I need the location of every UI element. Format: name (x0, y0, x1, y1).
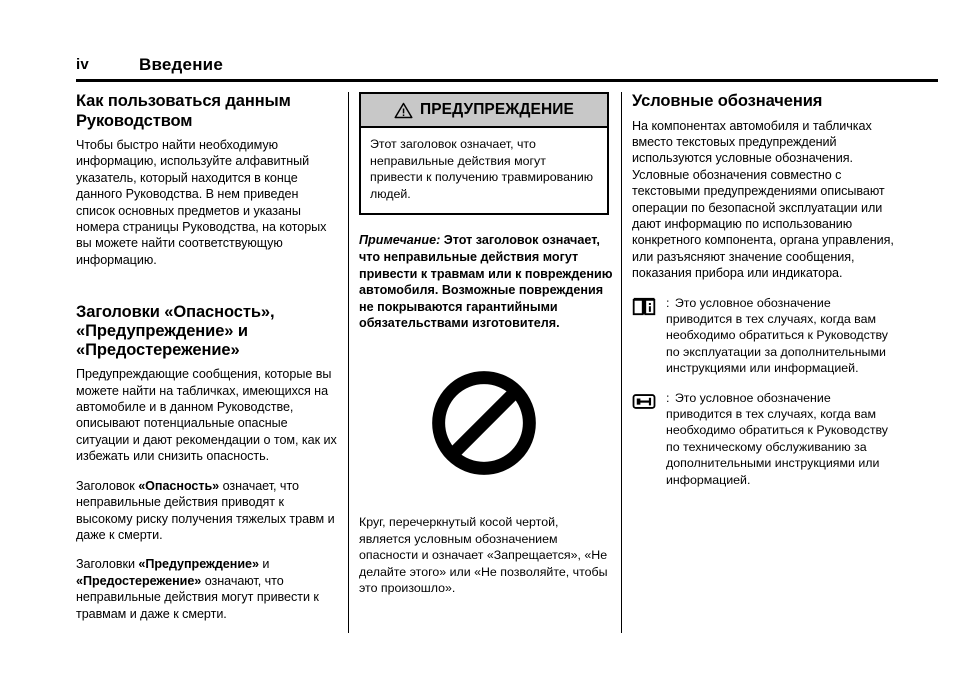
danger-text-post: означает, что неправильные действия приводят к высокому риску получения тяжелых травм и даже к смерти. (76, 478, 335, 542)
symbol-entry-service-manual-text (666, 390, 894, 488)
warning-callout-header (361, 94, 607, 128)
open-book-info-icon (632, 297, 656, 316)
middle-column (359, 92, 613, 597)
symbol-colon: : (666, 390, 670, 405)
section-spacer (76, 281, 338, 303)
warning-callout-body (361, 128, 607, 213)
warning-callout-text: Этот заголовок означает, что неправильные действия могут привести к получению травмированию людей. (370, 137, 594, 201)
symbol-colon: : (666, 295, 670, 310)
note-text: Этот заголовок означает, что неправильные действия могут привести к травмам или к повреждению автомобиля. Возможные повреждения не покрываются гарантийными обязательствами изготовителя. (359, 233, 613, 331)
paragraph-how-to-use: Чтобы быстро найти необходимую информацию, используйте алфавитный указатель, который находится в конце данного Руководства. В нем приведен список основных предметов и указаны номера страницы Руководства, на которых вы можете найти соответствующую информацию. (76, 138, 327, 267)
symbol-entry-owner-manual (632, 295, 894, 377)
prohibition-circle-slash-icon (430, 369, 538, 477)
symbol-entry-service-manual (632, 390, 894, 488)
header-divider-rule (76, 79, 938, 82)
service-wrench-icon (632, 392, 656, 411)
symbol-description: Это условное обозначение приводится в тех случаях, когда вам необходимо обратиться к Руководству по эксплуатации за дополнительными инструкциями или информацией. (666, 295, 889, 376)
paragraph-warning-messages: Предупреждающие сообщения, которые вы можете найти на табличках, имеющихся на автомобиле и в данном Руководстве, описывают потенциальные опасные ситуации и дают рекомендации о том, как их избежать или снизить опасность. (76, 367, 337, 464)
column-divider-right (621, 92, 622, 633)
note-paragraph (359, 232, 613, 332)
warning-term: «Предупреждение» (138, 557, 259, 572)
danger-term: «Опасность» (138, 478, 220, 493)
symbol-entry-owner-manual-text (666, 295, 894, 377)
left-column (76, 92, 338, 622)
warncaut-text-pre: Заголовки (76, 557, 139, 572)
warning-callout-label: ПРЕДУПРЕЖДЕНИЕ (420, 101, 574, 118)
right-column (632, 92, 894, 488)
note-lead-label: Примечание: (359, 233, 441, 248)
paragraph-symbols-intro: На компонентах автомобиля и табличках вместо текстовых предупреждений используются условные обозначения. Условные обозначения совместно с текстовыми предупреждениями описывают операции по безопасной эксплуатации или дают информацию по использованию конкретного компонента, органа управления, или разъясняют значение сообщения, показания прибора или индикатора. (632, 118, 894, 281)
symbol-description: Это условное обозначение приводится в тех случаях, когда вам необходимо обратиться к Руководству по техническому обслуживанию за дополнительными инструкциями или информацией. (666, 390, 889, 487)
paragraph-warning-caution-headings (76, 556, 338, 622)
warncaut-text-post: означают, что неправильные действия могут привести к травмам и даже к смерти. (76, 573, 319, 621)
page-number: iv (76, 56, 89, 73)
prohibition-symbol-caption: Круг, перечеркнутый косой чертой, является условным обозначением опасности и означает «Запрещается», «Не делайте этого» или «Не позволяйте, чтобы это произошло». (359, 514, 608, 596)
paragraph-danger-heading (76, 478, 338, 544)
caution-term: «Предостережение» (76, 573, 202, 588)
warning-triangle-icon (394, 102, 413, 119)
section-title-headings: Заголовки «Опасность», «Предупреждение» и «Предостережение» (76, 303, 275, 360)
section-title-how-to-use: Как пользоваться данным Руководством (76, 92, 291, 130)
chapter-title: Введение (139, 55, 223, 74)
warning-callout-box (359, 92, 609, 215)
danger-text-pre: Заголовок (76, 478, 139, 493)
warncaut-text-mid: и (258, 557, 270, 572)
prohibition-symbol-figure (359, 358, 609, 488)
section-title-symbols: Условные обозначения (632, 92, 823, 110)
column-divider-left (348, 92, 349, 633)
